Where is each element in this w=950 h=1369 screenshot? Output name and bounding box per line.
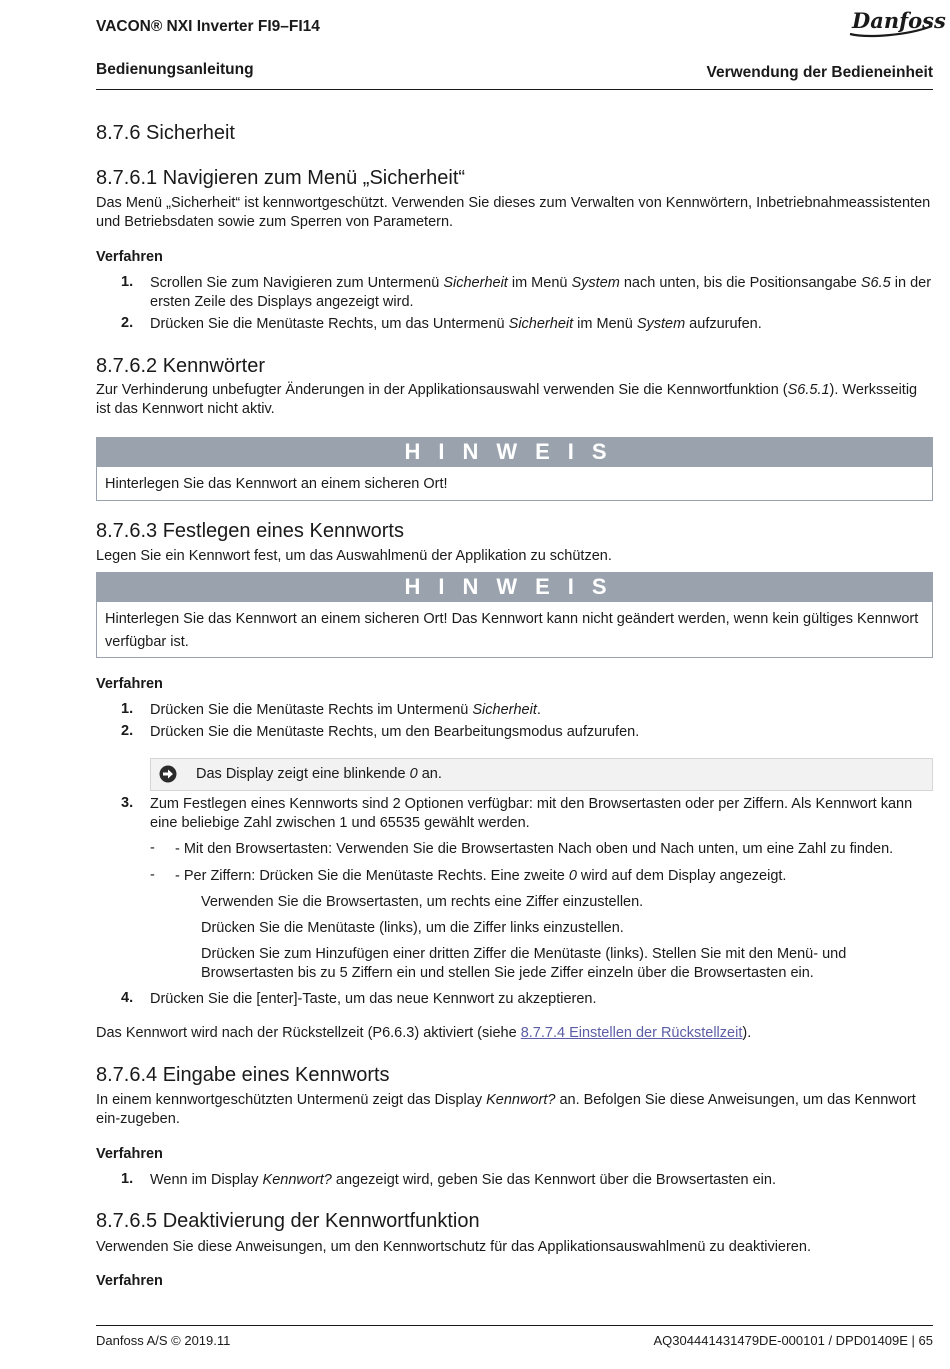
step-text: Wenn im Display Kennwort? angezeigt wird, geben Sie das Kennwort über die Browsertasten ein. [150,1172,777,1188]
step-number: 4. [121,990,134,1006]
step-number: 2. [121,723,134,739]
step-text: Zum Festlegen eines Kennworts sind 2 Optionen verfügbar: mit den Browsertasten oder per Ziffern. Als Kennwort kann eine beliebige Zahl zwischen 1 und 65535 gewählt werden. [150,796,913,831]
step-text: Drücken Sie die [enter]-Taste, um das neue Kennwort zu akzeptieren. [150,991,597,1007]
procedure-label: Verfahren [96,1273,163,1289]
paragraph-8-7-6-4-intro: In einem kennwortgeschützten Untermenü zeigt das Display Kennwort? an. Befolgen Sie diese Anweisungen, um das Kennwort ein-zugeben. [96,1092,916,1127]
step-number: 2. [121,315,134,331]
result-box [150,758,933,791]
heading-8-7-6: 8.7.6 Sicherheit [96,122,235,144]
heading-8-7-6-2: 8.7.6.2 Kennwörter [96,355,265,377]
step-text: Scrollen Sie zum Navigieren zum Untermenü Sicherheit im Menü System nach unten, bis die Positionsangabe S6.5 in der ersten Zeile des Displays angezeigt wird. [150,275,932,310]
heading-8-7-6-5: 8.7.6.5 Deaktivierung der Kennwortfunktion [96,1210,480,1232]
danfoss-logo [846,4,946,42]
sub-step-text: Drücken Sie die Menütaste (links), um die Ziffer links einzustellen. [201,920,624,936]
step-number: 1. [121,701,134,717]
procedure-label: Verfahren [96,249,163,265]
sub-step-text: Verwenden Sie die Browsertasten, um rechts eine Ziffer einzustellen. [201,894,644,910]
logo-wordmark: Danfoss [852,8,946,33]
heading-8-7-6-4: 8.7.6.4 Eingabe eines Kennworts [96,1064,390,1086]
section-label: Verwendung der Bedieneinheit [706,64,933,81]
document-product-title: VACON® NXI Inverter FI9–FI14 [96,18,320,35]
notice-text: Hinterlegen Sie das Kennwort an einem sicheren Ort! Das Kennwort kann nicht geändert werden, wenn kein gültiges Kennwort verfügbar ist. [96,602,933,658]
paragraph-8-7-6-2-intro: Zur Verhinderung unbefugter Änderungen in der Applikationsauswahl verwenden Sie die Kennwortfunktion (S6.5.1). Werksseitig ist das Kennwort nicht aktiv. [96,382,918,417]
notice-header: HINWEIS [96,437,933,467]
option-text: - Per Ziffern: Drücken Sie die Menütaste Rechts. Eine zweite 0 wird auf dem Display angezeigt. [175,868,787,884]
procedure-label: Verfahren [96,676,163,692]
header-rule [96,89,933,90]
result-text: Das Display zeigt eine blinkende 0 an. [196,766,442,782]
paragraph-activation: Das Kennwort wird nach der Rückstellzeit (P6.6.3) aktiviert (siehe 8.7.7.4 Einstellen der Rückstellzeit). [96,1025,752,1041]
heading-8-7-6-3: 8.7.6.3 Festlegen eines Kennworts [96,520,404,542]
cross-reference-link[interactable]: 8.7.7.4 Einstellen der Rückstellzeit [520,1025,743,1041]
procedure-label: Verfahren [96,1146,163,1162]
option-text: - Mit den Browsertasten: Verwenden Sie die Browsertasten Nach oben und Nach unten, um eine Zahl zu finden. [175,841,894,857]
footer-rule [96,1325,933,1326]
arrow-circle-right-icon [159,765,177,783]
step-text: Drücken Sie die Menütaste Rechts, um den Bearbeitungsmodus aufzurufen. [150,724,640,740]
paragraph-8-7-6-5-intro: Verwenden Sie diese Anweisungen, um den Kennwortschutz für das Applikationsauswahlmenü zu deaktivieren. [96,1239,811,1255]
heading-8-7-6-1: 8.7.6.1 Navigieren zum Menü „Sicherheit“ [96,167,466,189]
step-text: Drücken Sie die Menütaste Rechts im Untermenü Sicherheit. [150,702,541,718]
paragraph-8-7-6-3-intro: Legen Sie ein Kennwort fest, um das Auswahlmenü der Applikation zu schützen. [96,548,612,564]
bullet-dash: - [150,840,155,856]
step-number: 1. [121,1171,134,1187]
notice-text: Hinterlegen Sie das Kennwort an einem sicheren Ort! [96,467,933,501]
footer-document-id-page: AQ304441431479DE-000101 / DPD01409E | 65 [653,1333,933,1348]
notice-header: HINWEIS [96,572,933,602]
step-number: 3. [121,795,134,811]
paragraph-8-7-6-1-intro: Das Menü „Sicherheit“ ist kennwortgeschützt. Verwenden Sie dieses zum Verwalten von Kennwörtern, Inbetriebnahmeassistenten und Betriebsdaten sowie zum Sperren von Parametern. [96,195,931,230]
footer-copyright: Danfoss A/S © 2019.11 [96,1333,231,1348]
sub-step-text: Drücken Sie zum Hinzufügen einer dritten Ziffer die Menütaste (links). Stellen Sie mit den Menü- und Browsertasten bis zu 5 Ziffern ein und stellen Sie jede Ziffer einzeln über die Browsertasten ein. [201,946,847,981]
manual-label: Bedienungsanleitung [96,61,254,78]
bullet-dash: - [150,867,155,883]
step-text: Drücken Sie die Menütaste Rechts, um das Untermenü Sicherheit im Menü System aufzurufen. [150,316,762,332]
step-number: 1. [121,274,134,290]
